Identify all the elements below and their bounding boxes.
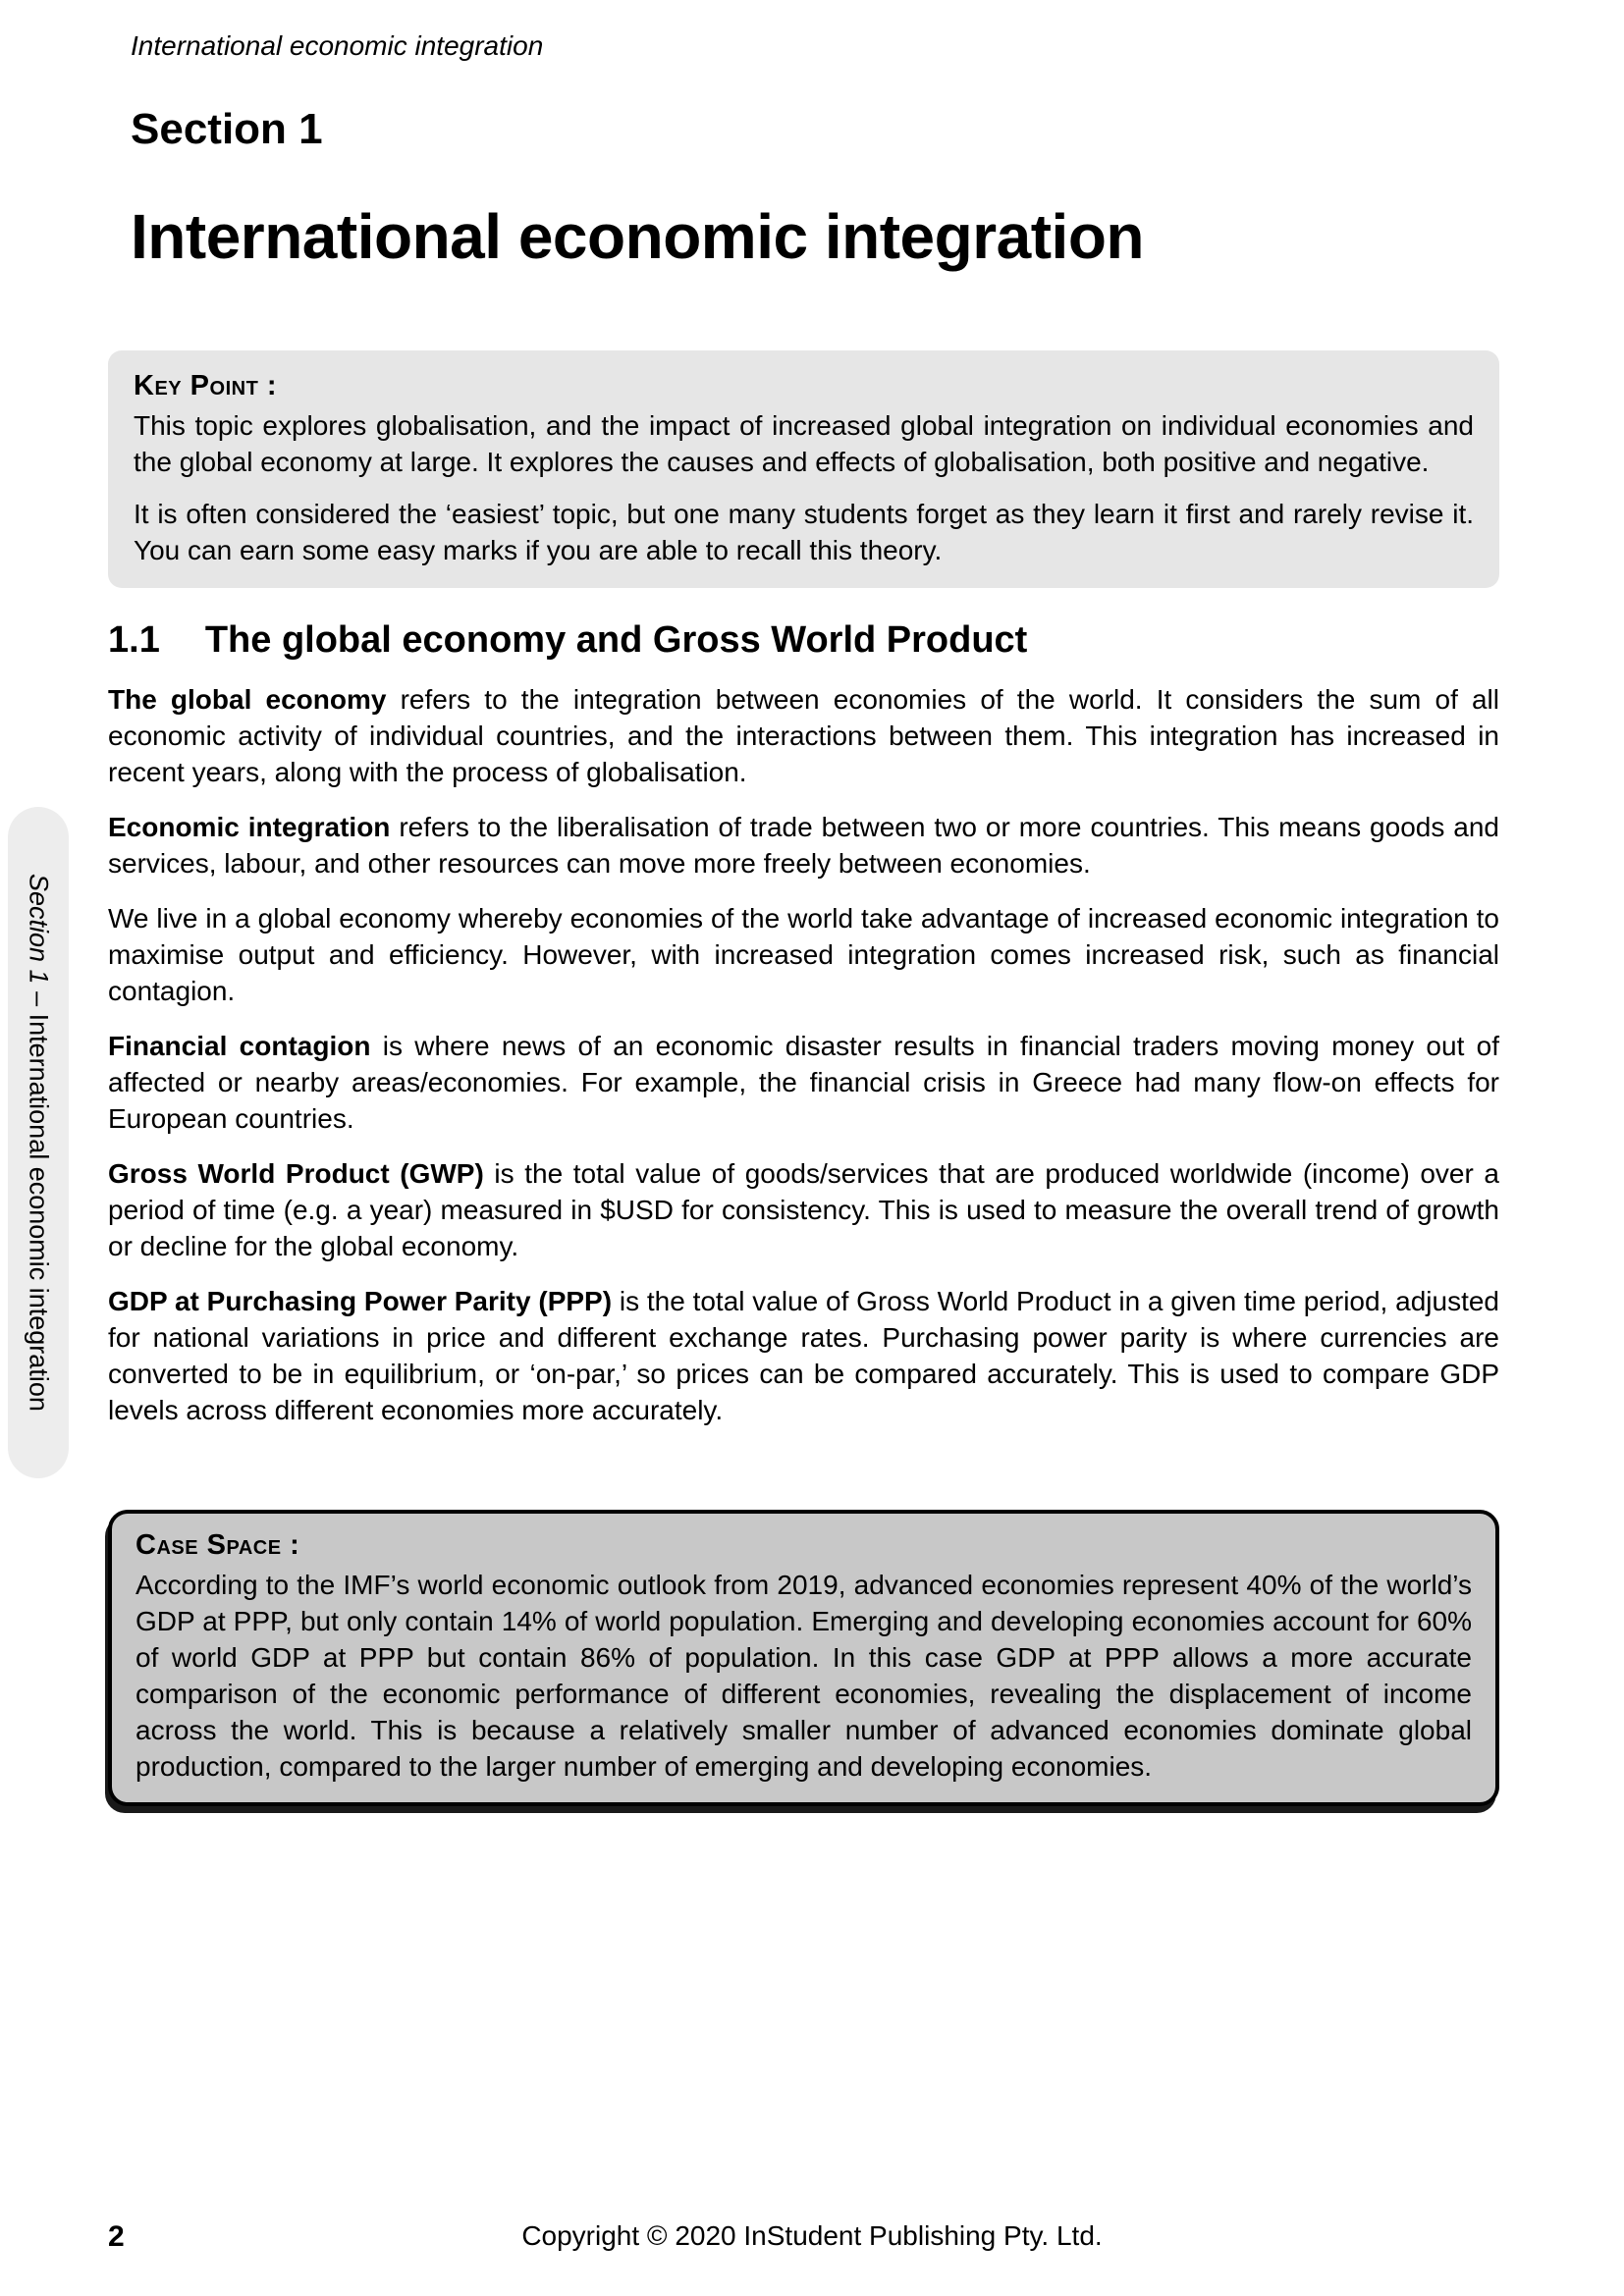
key-point-label: Key Point : (134, 370, 278, 401)
page-content (108, 29, 1499, 1806)
paragraph-text: We live in a global economy whereby economies of the world take advantage of increased economic integration to maximise output and efficiency. However, with increased integration comes increased risk, such as financial contagion. (108, 903, 1499, 1006)
subsection-number: 1.1 (108, 619, 160, 661)
subsection-heading (108, 617, 1499, 663)
key-point-paragraph: It is often considered the ‘easiest’ topic, but one many students forget as they learn it first and rarely revise it. You can earn some easy marks if you are able to recall this theory. (134, 499, 1474, 565)
sidebar-section-tab (8, 807, 69, 1478)
sidebar-section-tab-text (24, 874, 54, 1412)
sidebar-tab-section-part: Section 1 (24, 874, 54, 985)
paragraph-text: is the total value of goods/services that are produced worldwide (income) over a period of time (e.g. a year) measured in $USD for consistency. This is used to measure the overall trend of growth or decline for the global economy. (108, 1158, 1499, 1261)
paragraph-text: is where news of an economic disaster results in financial traders moving money out of affected or nearby areas/economies. For example, the financial crisis in Greece had many flow-on effects for European countries. (108, 1031, 1500, 1134)
paragraph-we-live (108, 900, 1499, 1009)
case-space-label: Case Space : (135, 1529, 300, 1561)
sidebar-tab-title-part: – International economic integration (24, 984, 54, 1412)
page-title: International economic integration (131, 201, 1144, 272)
term-financial-contagion: Financial contagion (108, 1031, 371, 1061)
running-header: International economic integration (131, 30, 544, 61)
page-footer (0, 2220, 1624, 2260)
term-gwp: Gross World Product (GWP) (108, 1158, 484, 1189)
subsection-title: The global economy and Gross World Product (204, 619, 1028, 661)
section-label: Section 1 (131, 105, 323, 153)
paragraph-text: is the total value of Gross World Product in a given time period, adjusted for national variations in price and different exchange rates. Purchasing power parity is where currencies are converted to be in equilibrium, or ‘on-par,’ so prices can be compared accurately. This is used to compare GDP levels across different economies more accurately. (108, 1286, 1499, 1425)
term-global-economy: The global economy (108, 684, 387, 715)
paragraph-text: refers to the liberalisation of trade between two or more countries. This means goods and services, labour, and other resources can move more freely between economies. (108, 812, 1499, 879)
paragraph-global-economy (108, 681, 1499, 790)
term-gdp-ppp: GDP at Purchasing Power Parity (PPP) (108, 1286, 613, 1316)
key-point-box (108, 350, 1499, 588)
case-space-paragraph: According to the IMF’s world economic outlook from 2019, advanced economies represent 40% of the world’s GDP at PPP, but only contain 14% of world population. Emerging and developing economies account for 60% of world GDP at PPP but contain 86% of population. In this case GDP at PPP allows a more accurate comparison of the economic performance of different economies, revealing the displacement of income across the world. This is because a relatively smaller number of advanced economies dominate global production, compared to the larger number of emerging and developing economies. (135, 1570, 1472, 1782)
paragraph-text: refers to the integration between economies of the world. It considers the sum of all economic activity of individual countries, and the interactions between them. This integration has increased in recent years, along with the process of globalisation. (108, 684, 1500, 787)
key-point-paragraph: This topic explores globalisation, and the impact of increased global integration on individual economies and the global economy at large. It explores the causes and effects of globalisation, both positive and negative. (134, 410, 1474, 477)
term-economic-integration: Economic integration (108, 812, 391, 842)
paragraph-financial-contagion (108, 1028, 1499, 1137)
paragraph-gwp (108, 1155, 1499, 1264)
copyright-notice: Copyright © 2020 InStudent Publishing Pty. Ltd. (521, 2220, 1103, 2251)
paragraph-economic-integration (108, 809, 1499, 881)
page-number: 2 (108, 2220, 125, 2253)
case-space-box (108, 1510, 1499, 1806)
paragraph-gdp-ppp (108, 1283, 1499, 1428)
